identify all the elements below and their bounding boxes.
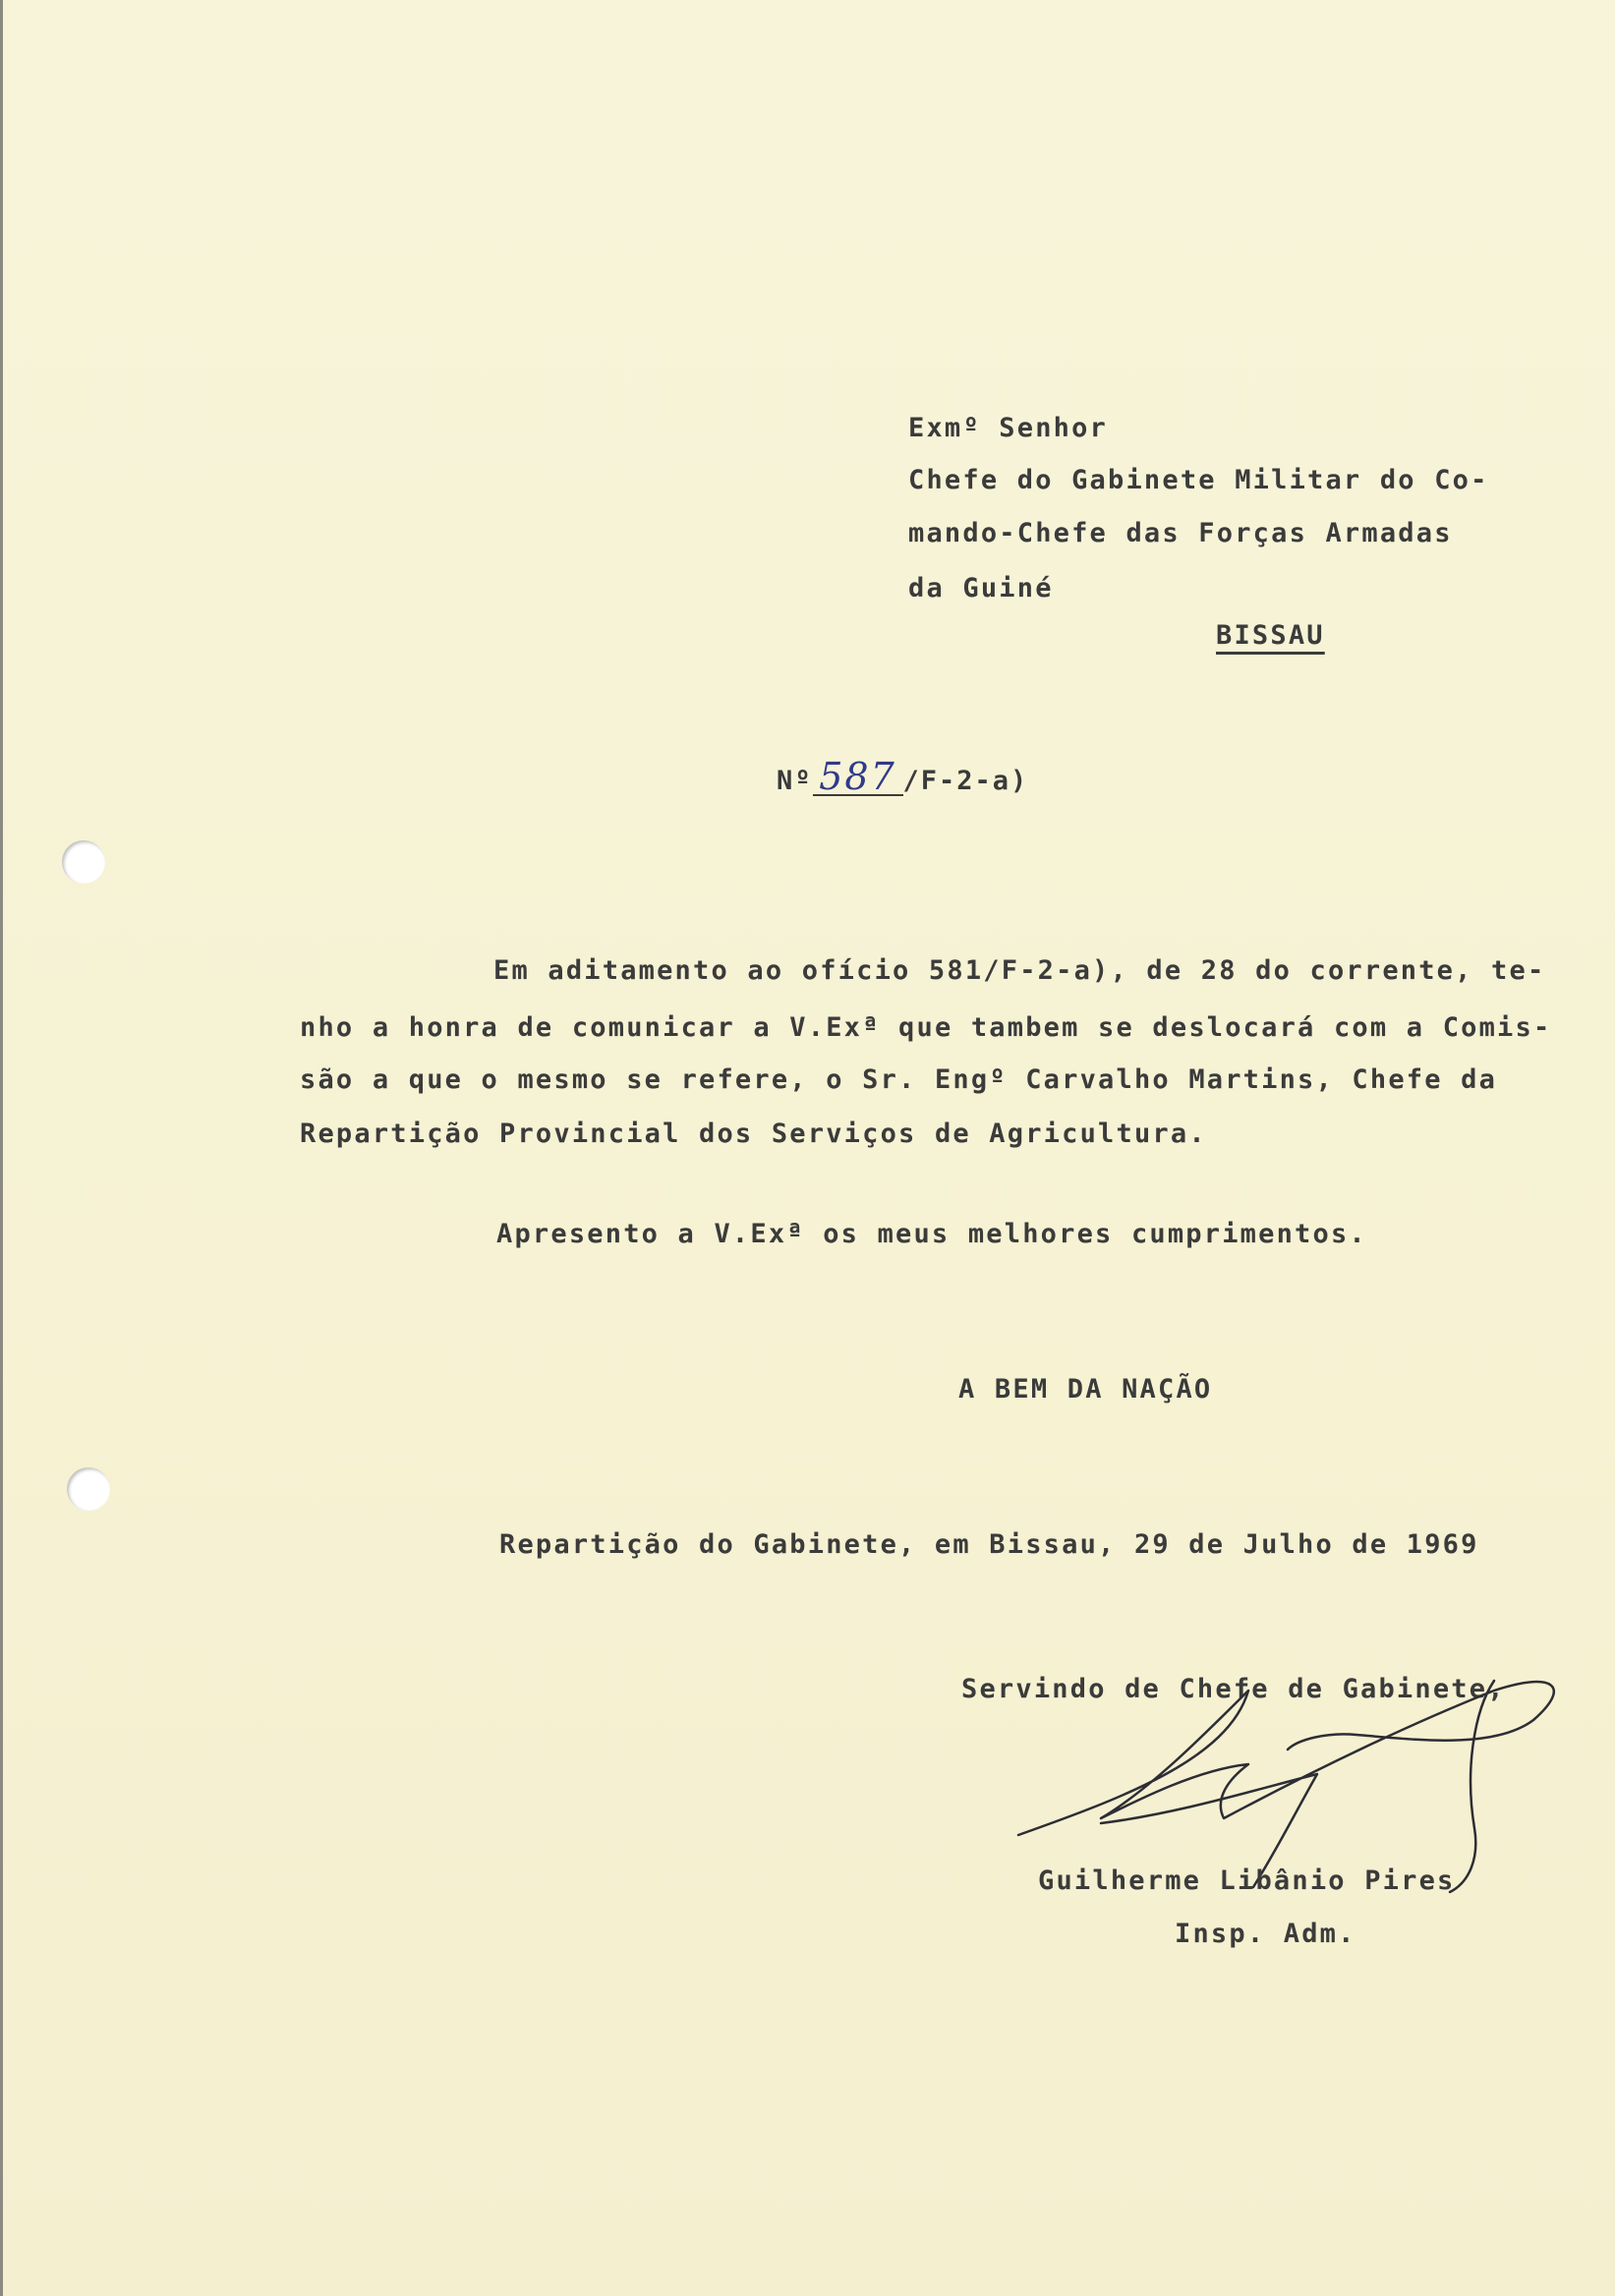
- body-line: nho a honra de comunicar a V.Exª que tambem se deslocará com a Comis-: [300, 1012, 1552, 1043]
- body-line: Repartição Provincial dos Serviços de Agricultura.: [300, 1119, 1207, 1149]
- addressee-city: BISSAU: [1216, 620, 1325, 651]
- addressee-line: da Guiné: [908, 573, 1054, 603]
- place-date: Repartição do Gabinete, em Bissau, 29 de Julho de 1969: [499, 1529, 1479, 1560]
- addressee-salutation: Exmº Senhor: [908, 413, 1109, 443]
- body-line: Em aditamento ao ofício 581/F-2-a), de 28 do corrente, te-: [493, 955, 1546, 986]
- punch-hole: [62, 840, 105, 884]
- reference-prefix: Nº: [777, 766, 813, 796]
- body-line: são a que o mesmo se refere, o Sr. Engº Carvalho Martins, Chefe da: [300, 1064, 1498, 1095]
- addressee-line: Chefe do Gabinete Militar do Co-: [908, 465, 1489, 495]
- reference-handwritten-number: 587: [813, 759, 903, 796]
- signatory-name: Guilherme Libânio Pires: [1038, 1866, 1456, 1896]
- closing-line: Apresento a V.Exª os meus melhores cumprimentos.: [496, 1219, 1367, 1249]
- reference-suffix: /F-2-a): [902, 766, 1029, 796]
- addressee-line: mando-Chefe das Forças Armadas: [908, 518, 1453, 548]
- signatory-role: Insp. Adm.: [1175, 1919, 1356, 1949]
- page-edge: [0, 0, 3, 2296]
- motto: A BEM DA NAÇÃO: [958, 1374, 1213, 1405]
- punch-hole: [67, 1467, 110, 1511]
- reference-number: [777, 755, 1029, 798]
- signatory-title: Servindo de Chefe de Gabinete,: [961, 1674, 1506, 1704]
